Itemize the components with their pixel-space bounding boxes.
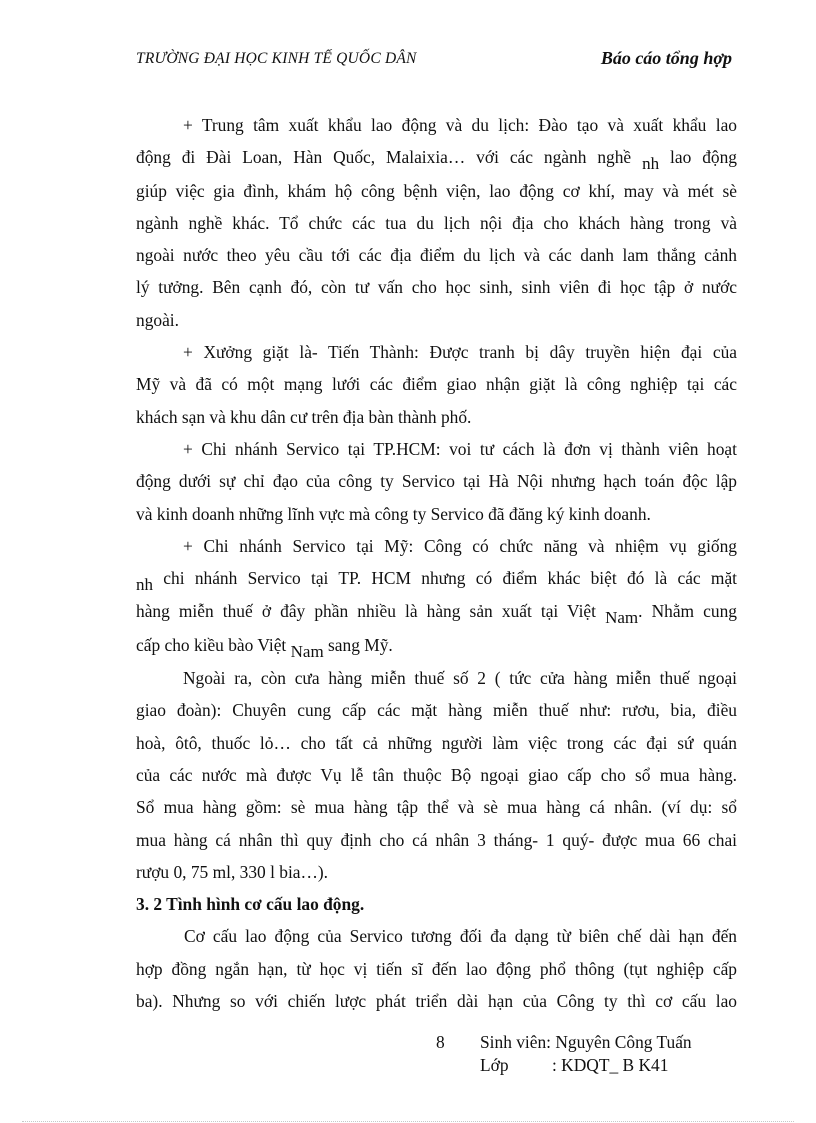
report-title: Báo cáo tổng hợp	[600, 48, 732, 68]
text-line: + Chi nhánh Servico tại Mỹ: Công có chức năng và nhiệm vụ giống	[183, 535, 737, 556]
text-line: ngành nghề khác. Tổ chức các tua du lịch nội địa cho khách hàng trong và	[136, 212, 737, 233]
text-line: Cơ cấu lao động của Servico tương đối đa dạng từ biên chế dài hạn đến	[184, 926, 737, 947]
text-line: cấp cho kiều bào Việt Nam sang Mỹ.	[136, 634, 393, 661]
text-line: hàng miễn thuế ở đây phần nhiều là hàng sản xuất tại Việt Nam. Nhằm cung	[136, 601, 737, 628]
text-line: lý tưởng. Bên cạnh đó, còn tư vấn cho học sinh, sinh viên đi học tập ở nước	[136, 277, 737, 298]
text-line: giao đoàn): Chuyên cung cấp các mặt hàng miễn thuế như: rươu, bia, điều	[136, 700, 737, 721]
class-label: Lớp	[480, 1055, 509, 1075]
student-label: Sinh viên:	[480, 1032, 552, 1052]
text-line: Ngoài ra, còn cưa hàng miễn thuế số 2 ( tức cửa hàng miễn thuế ngoại	[183, 668, 737, 689]
text-line: nh chi nhánh Servico tại TP. HCM nhưng có điểm khác biệt đó là các mặt	[136, 568, 737, 595]
text-line: + Trung tâm xuất khẩu lao động và du lịch: Đào tạo và xuất khẩu lao	[183, 115, 737, 135]
text-line: khách sạn và khu dân cư trên địa bàn thành phố.	[136, 406, 472, 427]
page-bottom-divider	[22, 1121, 794, 1122]
text-line: + Chi nhánh Servico tại TP.HCM: voi tư cách là đơn vị thành viên hoạt	[183, 438, 737, 459]
class-info	[480, 1054, 668, 1077]
class-value: : KDQT_ B K41	[552, 1055, 669, 1075]
text-line: Sổ mua hàng gồm: sè mua hàng tập thể và sè mua hàng cá nhân. (ví dụ: sổ	[136, 797, 737, 818]
text-line: ngoài.	[136, 309, 179, 330]
school-name: TRƯỜNG ĐẠI HỌC KINH TẾ QUỐC DÂN	[136, 50, 417, 67]
text-line: rượu 0, 75 ml, 330 l bia…).	[136, 861, 329, 882]
text-line: hoà, ôtô, thuốc lỏ… cho tất cả những người làm việc trong các đại sứ quán	[136, 732, 737, 753]
student-info	[480, 1031, 692, 1054]
text-line: hợp đồng ngắn hạn, từ học vị tiến sĩ đến lao động phổ thông (tụt nghiệp cấp	[136, 958, 737, 979]
text-line: và kinh doanh những lĩnh vực mà công ty Servico đã đăng ký kinh doanh.	[136, 503, 651, 524]
text-line: của các nước mà được Vụ lễ tân thuộc Bộ ngoại giao cấp cho sổ mua hàng.	[136, 764, 737, 785]
section-heading: 3. 2 Tình hình cơ cấu lao động.	[136, 894, 365, 915]
text-line: ngoài nước theo yêu cầu tới các địa điểm du lịch và các danh lam thắng cảnh	[136, 245, 737, 266]
text-line: giúp việc gia đình, khám hộ công bệnh viện, lao động cơ khí, may và mét sè	[136, 180, 737, 201]
text-line: mua hàng cá nhân thì quy định cho cá nhân 3 tháng- 1 quý- được mua 66 chai	[136, 829, 737, 850]
text-line: ba). Nhưng so với chiến lược phát triển dài hạn của Công ty thì cơ cấu lao	[136, 991, 737, 1012]
student-name: Nguyên Công Tuấn	[555, 1032, 692, 1052]
text-line: + Xưởng giặt là- Tiến Thành: Được tranh bị dây truyền hiện đại của	[183, 342, 737, 363]
text-line: động đi Đài Loan, Hàn Quốc, Malaixia… với các ngành nghề nh lao động	[136, 147, 737, 174]
page-number: 8	[436, 1032, 445, 1052]
document-body	[136, 109, 737, 1017]
page-header	[136, 46, 736, 76]
text-line: động dưới sự chỉ đạo của công ty Servico tại Hà Nội nhưng hạch toán độc lập	[136, 471, 737, 492]
text-line: Mỹ và đã có một mạng lưới các điểm giao nhận giặt là công nghiệp tại các	[136, 374, 737, 395]
